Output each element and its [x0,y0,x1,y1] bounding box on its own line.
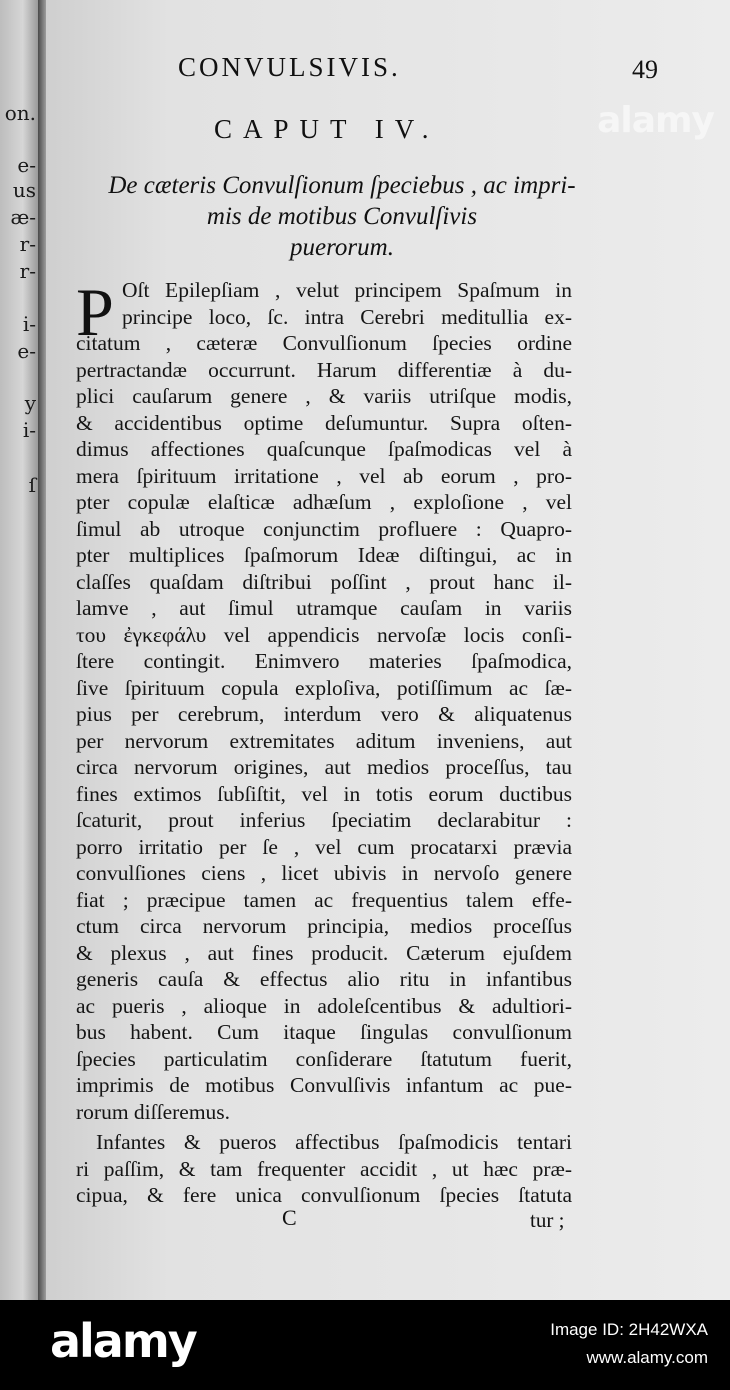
body-text-line: rorum diſſeremus. [76,1099,231,1124]
chapter-heading-line: puerorum. [290,234,394,261]
body-text-line: ſpecies particulatim conſiderare ſtatutum fuerit, [76,1046,572,1071]
body-text-line: ſive ſpirituum copula exploſiva, potiſſimum ac ſæ- [76,675,572,700]
body-text-line: fiat ; præcipue tamen ac frequentius talem effe- [76,887,572,912]
body-text-line: imprimis de motibus Convulſivis infantum ac pue- [76,1073,572,1097]
signature-mark: C [282,1205,297,1230]
body-text-line: & accidentibus optime deſumuntur. Supra oſten- [76,410,572,435]
drop-cap: P [76,274,114,350]
body-text-line: circa nervorum origines, aut medios proceſſus, tau [76,755,572,779]
chapter-title: CAPUT IV. [214,114,440,144]
alamy-logo: alamy [50,1314,196,1368]
left-page-fragment: i- [22,418,36,442]
left-page-fragment: y [24,391,36,415]
left-page-fragment: r- [19,232,36,256]
body-text-line: pter multiplices ſpaſmorum Ideæ diſtingui, ac in [76,543,572,567]
stock-footer-bar [0,1300,730,1390]
catchword: tur ; [530,1208,565,1232]
body-text-line: dimus affectiones quaſcunque ſpaſmodicas vel à [76,437,572,461]
body-text-line: ac pueris , alioque in adoleſcentibus & adultiori- [76,993,572,1018]
body-text-line: per nervorum extremitates aditum inveniens, aut [76,728,572,753]
body-text-line: pter copulæ elaſticæ adhæſum , exploſione , vel [76,490,572,514]
right-page [46,0,730,1300]
left-page-fragment: on. [4,101,36,125]
body-text-line: ſtere contingit. Enimvero materies ſpaſmodica, [76,649,572,673]
left-page-fragment: i- [22,312,36,336]
body-text-line: mera ſpirituum irritatione , vel ab eorum , pro- [76,463,572,488]
body-text-line: convulſiones ciens , licet ubivis in nervoſo genere [76,861,572,885]
page-number: 49 [632,55,658,84]
body-text-line: & plexus , aut fines producit. Cæterum ejuſdem [76,940,572,965]
body-text-line: plici cauſarum genere , & variis utriſque modis, [76,384,572,408]
body-text-line: porro irritatio per ſe , vel cum procatarxi prævia [76,834,572,859]
body-text-line: Infantes & pueros affectibus ſpaſmodicis tentari [96,1130,572,1154]
left-page-fragment: e- [17,339,36,363]
body-text-line: ctum circa nervorum principia, medios proceſſus [76,914,572,938]
body-text-line: ſcaturit, prout inferius ſpeciatim declarabitur : [76,808,572,832]
body-text-line: claſſes quaſdam diſtribui poſſint , prout hanc il- [76,569,572,594]
body-text-line: ſimul ab utroque conjunctim profluere : Quapro- [76,516,572,541]
left-page-edge [0,0,38,1300]
body-text-line: pertractandæ occurrunt. Harum differentiæ à du- [76,357,572,382]
body-text-line: citatum , cæteræ Convulſionum ſpecies ordine [76,331,572,355]
left-page-fragment: e- [17,153,36,177]
body-text-line: bus habent. Cum itaque ſingulas convulſionum [76,1020,572,1044]
body-text-line: ri paſſim, & tam frequenter accidit , ut hæc præ- [76,1156,572,1181]
running-head: CONVULSIVIS. [178,52,401,82]
left-page-fragment: ſ [28,473,36,497]
left-page-fragment: æ- [10,205,36,229]
left-page-fragment: r- [19,259,36,283]
image-id-label: Image ID: 2H42WXA [550,1320,708,1339]
left-page-fragment: us [12,178,36,202]
body-text-line: principe loco, ſc. intra Cerebri meditullia ex- [122,304,572,329]
body-text-line: fines extimos ſubſiſtit, vel in totis eorum ductibus [76,781,572,806]
watermark: alamy [597,100,714,141]
site-url: www.alamy.com [586,1348,708,1367]
body-text-line: pius per cerebrum, interdum vero & aliquatenus [76,702,572,726]
chapter-heading-line: De cæteris Convulſionum ſpeciebus , ac impri- [108,172,576,199]
body-text-line: cipua, & fere unica convulſionum ſpecies ſtatuta [76,1183,572,1207]
chapter-heading-line: mis de motibus Convulſivis [206,203,478,230]
body-text-line: Oſt Epilepſiam , velut principem Spaſmum in [122,278,572,302]
body-text-line: generis cauſa & effectus alio ritu in infantibus [76,967,572,991]
book-gutter [38,0,46,1300]
body-text-line: του ἐγκεφάλυ vel appendicis nervoſæ locis conſi- [76,622,572,647]
body-text-line: lamve , aut ſimul utramque cauſam in variis [76,596,572,620]
